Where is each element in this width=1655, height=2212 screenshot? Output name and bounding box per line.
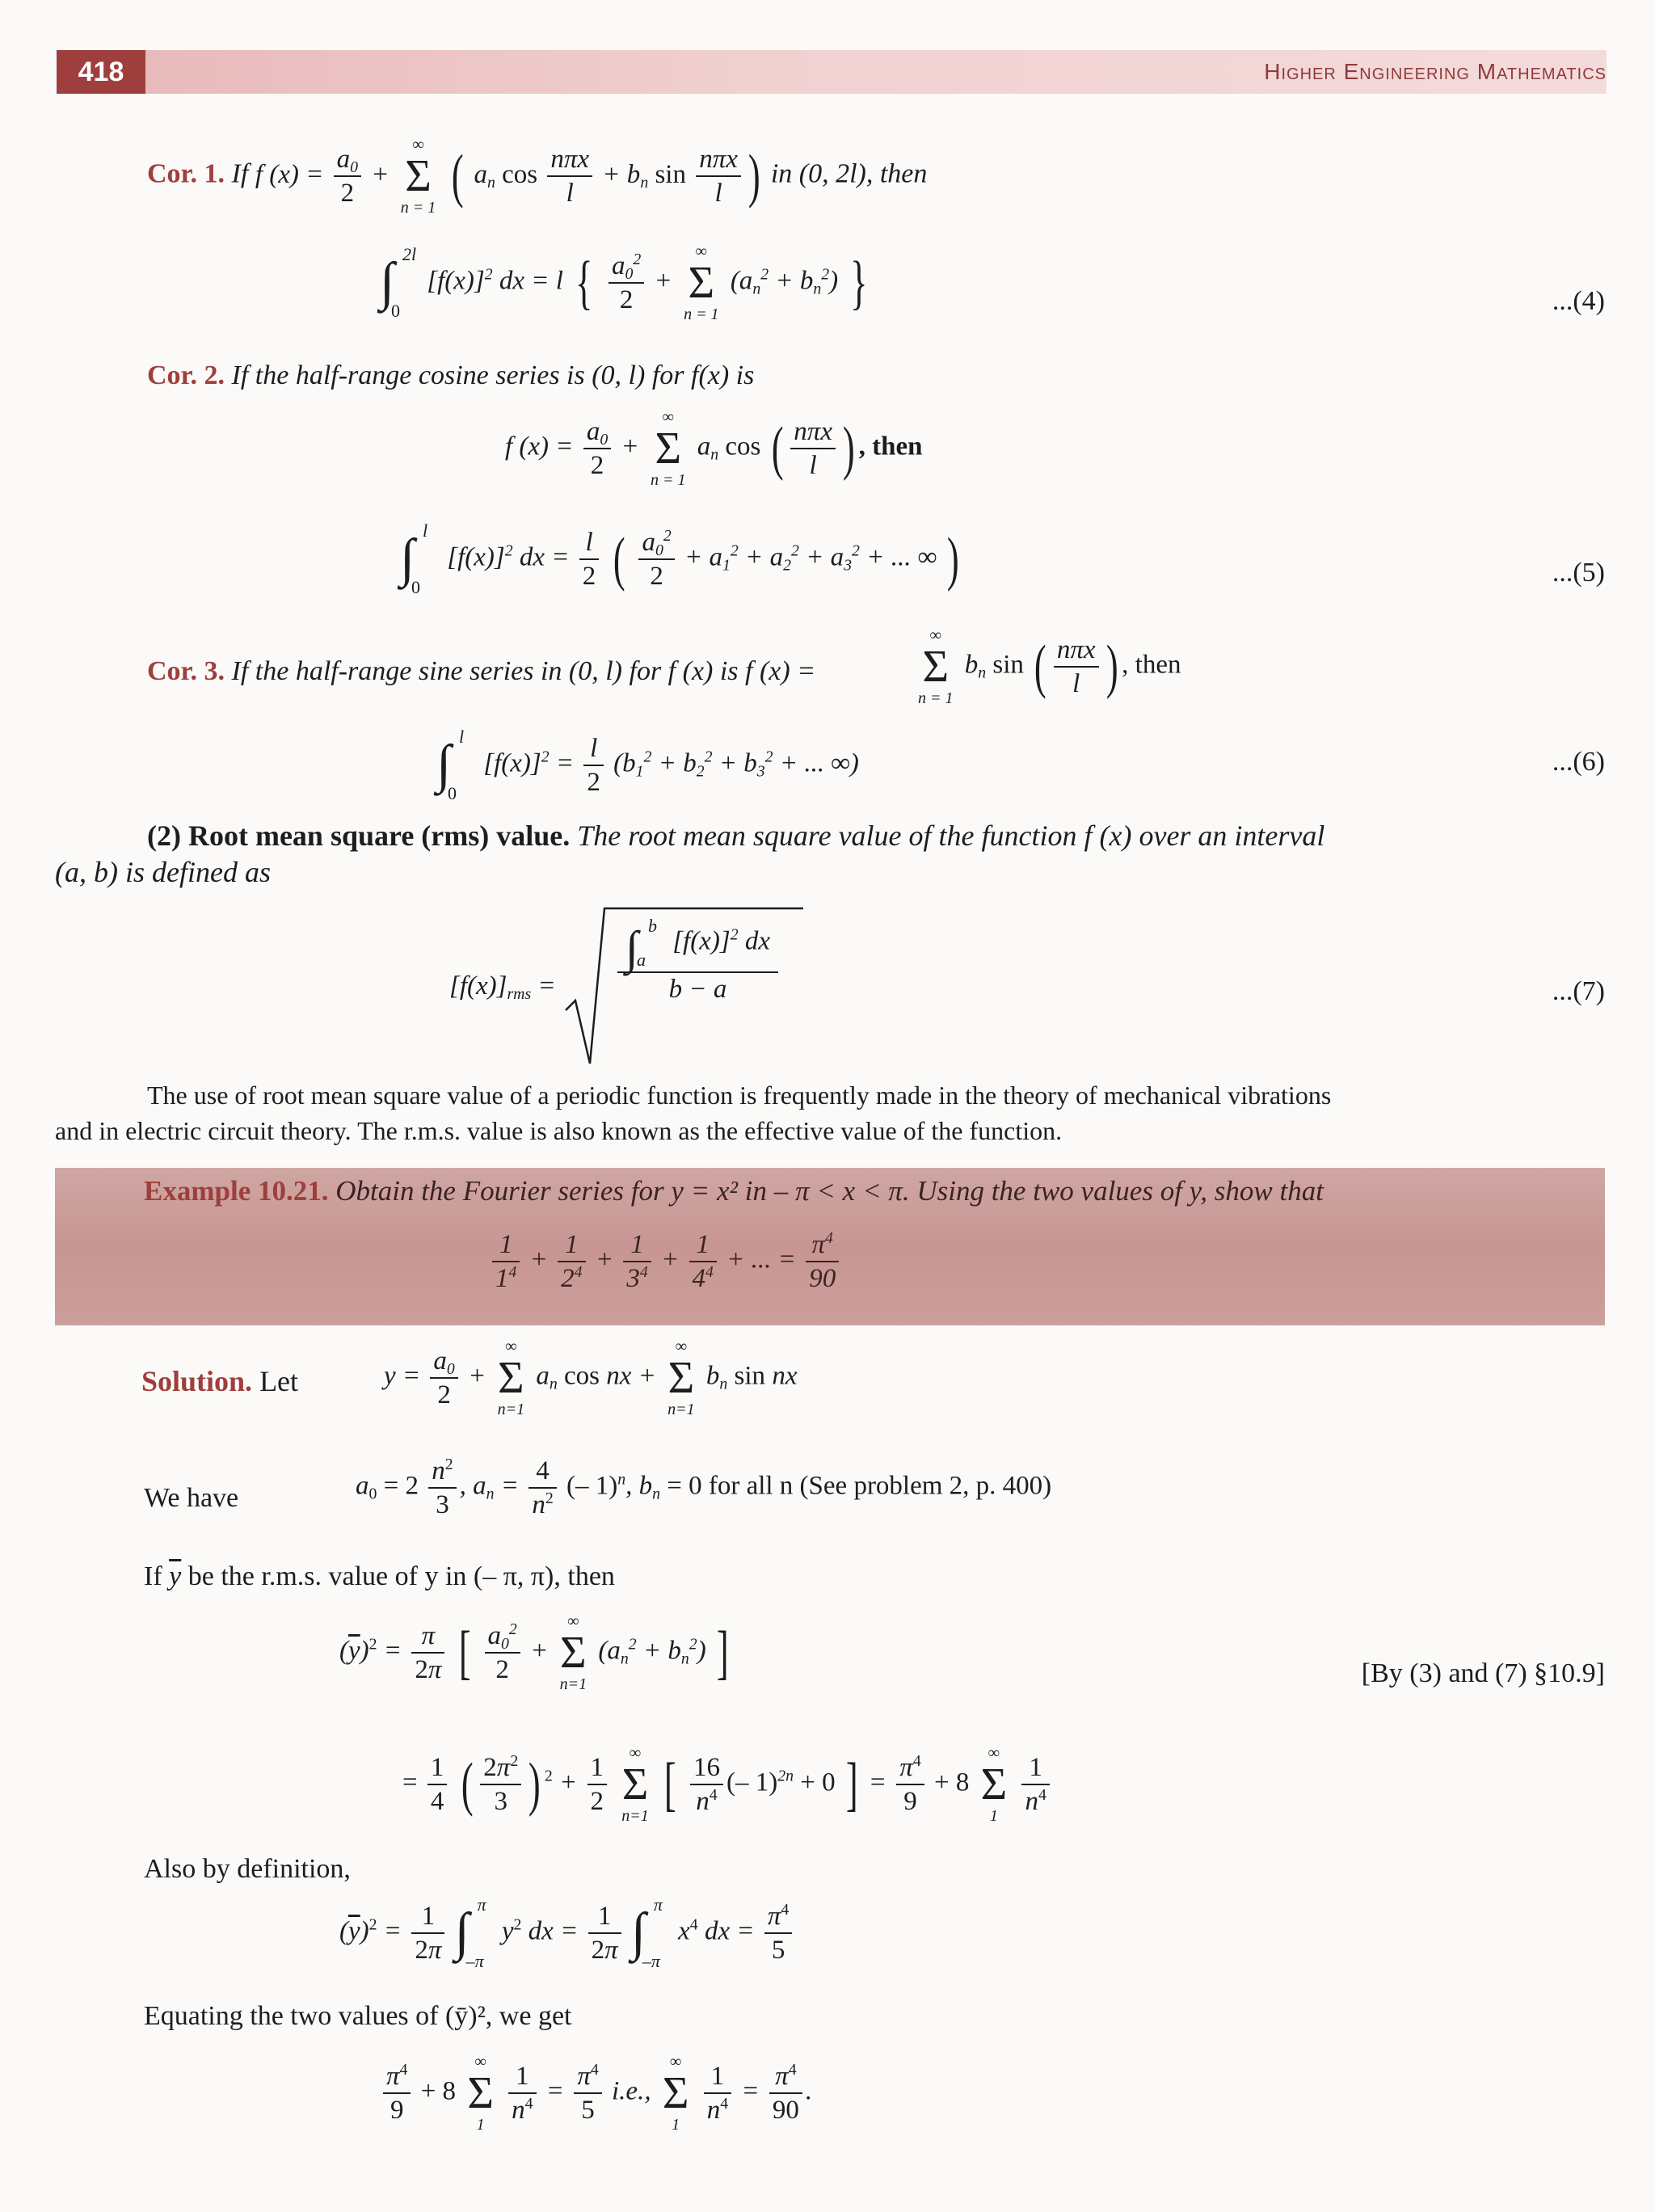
eq7-number: ...(7) bbox=[1552, 976, 1605, 1006]
rms-para-line1: The use of root mean square value of a periodic function is frequently made in the theory of mechanical vibrations bbox=[147, 1081, 1332, 1110]
if-line-text: be the r.m.s. value of y in (– π, π), then bbox=[187, 1561, 615, 1591]
eq5-number: ...(5) bbox=[1552, 558, 1605, 588]
eq6: ∫ l 0 $[f(x)]^2$ = $\frac{l}{2}$ ($b_1^2 + b_2^2 + b_3^2$ + ... ∞) bbox=[436, 727, 859, 803]
running-head: Higher Engineering Mathematics bbox=[1264, 59, 1607, 84]
page-number: 418 bbox=[57, 50, 145, 94]
reference: [By (3) and (7) §10.9] bbox=[1361, 1658, 1605, 1688]
we-have-tail: = 0 for all n (See problem 2, p. 400) bbox=[667, 1471, 1052, 1501]
eq6-number: ...(6) bbox=[1552, 747, 1605, 777]
cor3-text: If the half-range sine series in (0, l) for f (x) is f (x) = bbox=[231, 656, 816, 686]
cor2-line bbox=[147, 359, 754, 393]
cor1-formula: f (x) = $\frac{a_0}{2}$ + ∞ Σ n = 1 ( $a_n$ cos $\frac{\text{nπx}}{l}$ + $b_n$ sin $\frac{\text{nπx}}{l}$ ) bbox=[255, 136, 760, 217]
eq4: ∫ 2l 0 $[f(x)]^2$ dx = l { $\frac{a_0^2}{2}$ + ∞ Σ n = 1 $(a_n^2 + b_n^2)$ } bbox=[380, 242, 868, 323]
eq7: $[f(x)]_{rms}$ = ∫ b a $[f(x)]^2$ dx b − a bbox=[449, 905, 805, 1067]
rms-para-line2: and in electric circuit theory. The r.m.s. value is also known as the effective value of the function. bbox=[55, 1116, 1063, 1145]
if-line: If $\overline{y}$ be the r.m.s. value of y in (– π, π), then bbox=[144, 1561, 615, 1591]
we-have: We have bbox=[144, 1483, 239, 1513]
solution-series: y = $\frac{a_0}{2}$ + ∞ Σ n=1 $a_n$ cos nx + ∞ Σ n=1 $b_n$ sin nx bbox=[384, 1338, 798, 1418]
cor2-label: Cor. 2. bbox=[147, 360, 225, 390]
coefficients: $a_0 = 2$ $\frac{n^2}{3}$ , $a_n$ = $\frac{4}{n^2}$ (– 1)$^n$, $b_n = 0$ for all n (See problem 2, p. 400) bbox=[356, 1456, 1052, 1519]
solution-label: Solution. bbox=[141, 1365, 253, 1397]
cor1-label: Cor. 1. bbox=[147, 158, 225, 189]
rms-y-3: $(\overline{y})^2$ = $\frac{1}{2\pi}$ ∫ π –π $y^2$ dx = $\frac{1}{2\pi}$ ∫ π –π $x^4$ dx = $\frac{\pi^4}{5}$ bbox=[339, 1899, 795, 1967]
cor2-series: f (x) = $\frac{a_0}{2}$ + ∞ Σ n = 1 $a_n$ cos ( $\frac{\text{nπx}}{l}$ ) , then bbox=[505, 408, 923, 489]
rms-def-line1: The root mean square value of the function f (x) over an interval bbox=[577, 819, 1325, 852]
rms-y-1: $(\overline{y})^2$ = $\frac{\pi}{2\pi}$ [ $\frac{a_0^2}{2}$ + ∞ Σ n=1 $(a_n^2 + b_n^2)$ ] bbox=[339, 1612, 729, 1693]
cor2-text: If the half-range cosine series is (0, l) for f(x) is bbox=[231, 360, 755, 390]
equating-line: Equating the two values of (ȳ)², we get bbox=[144, 2001, 572, 2031]
cor3-then: , then bbox=[1122, 650, 1181, 680]
rms-heading: (2) Root mean square (rms) value. bbox=[147, 819, 571, 852]
cor3-label: Cor. 3. bbox=[147, 656, 225, 686]
solution-line bbox=[141, 1364, 298, 1398]
eq5: ∫ l 0 $[f(x)]^2$ dx = $\frac{l}{2}$ ( $\frac{a_0^2}{2}$ + $a_1^2 + a_2^2 + a_3^2$ + ... ∞ ) bbox=[400, 520, 960, 597]
example-identity: $\frac{1}{1^4}$ + $\frac{1}{2^4}$ + $\frac{1}{3^4}$ + $\frac{1}{4^4}$ + ... = $\frac{\pi^4}{90}$ bbox=[489, 1228, 842, 1295]
cor1-tail: in (0, 2l), then bbox=[770, 158, 928, 189]
ie-text: i.e., bbox=[612, 2076, 651, 2106]
example-label: Example 10.21. bbox=[144, 1175, 329, 1207]
cor3-series: ∞ Σ n = 1 $b_n$ sin ( $\frac{\text{nπx}}{l}$ ) , then bbox=[918, 626, 1181, 707]
if-word: If bbox=[144, 1561, 162, 1591]
rms-y-2: = $\frac{1}{4}$ ( $\frac{2\pi^2}{3}$ ) $^2$ + $\frac{1}{2}$ ∞ Σ n=1 [ $\frac{16}{n^4}$ (– 1)$^{2n}$ + 0 ] = $\frac{\pi^4}{9}$ + 8 ∞ Σ 1 $\frac{1}{n^4}$ bbox=[402, 1744, 1053, 1825]
eq4-number: ...(4) bbox=[1552, 286, 1605, 316]
example-line bbox=[144, 1174, 1324, 1208]
cor1-if: If bbox=[231, 158, 249, 189]
example-text: Obtain the Fourier series for y = x² in – π < x < π. Using the two values of y, show that bbox=[335, 1175, 1324, 1207]
cor1-line bbox=[147, 136, 927, 217]
solution-let: Let bbox=[259, 1365, 299, 1397]
also-by-definition: Also by definition, bbox=[144, 1854, 351, 1884]
rms-def-line2: (a, b) is defined as bbox=[55, 856, 271, 888]
final-result: $\frac{\pi^4}{9}$ + 8 ∞ Σ 1 $\frac{1}{n^4}$ = $\frac{\pi^4}{5}$ i.e., ∞ Σ 1 $\frac{1}{n^4}$ = $\frac{\pi^4}{90}$ . bbox=[380, 2053, 812, 2134]
cor2-then: , then bbox=[858, 432, 923, 461]
cor3-line bbox=[147, 655, 815, 689]
rms-line1 bbox=[147, 819, 1324, 853]
